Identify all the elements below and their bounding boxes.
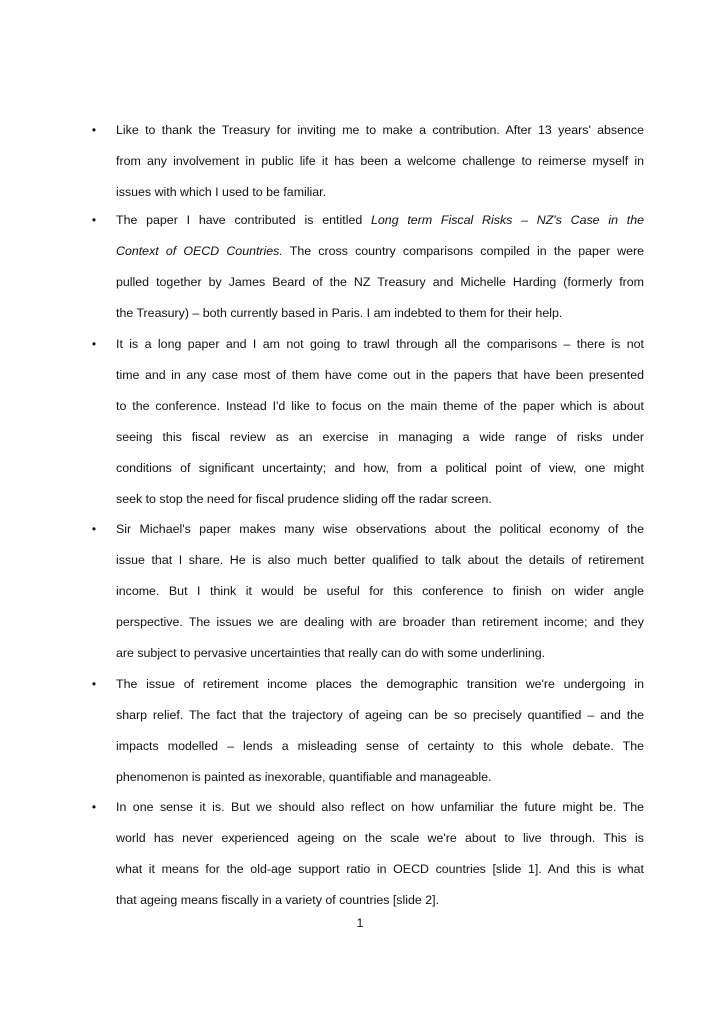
paragraph-line: sharp relief. The fact that the trajectory of ageing can be so precisely quantified – and the xyxy=(116,708,644,722)
paragraph-line: issues with which I used to be familiar. xyxy=(116,185,327,199)
paragraph-line: income. But I think it would be useful for this conference to finish on wider angle xyxy=(116,584,644,598)
paper-title-italic: Long term Fiscal Risks – NZ's Case in the xyxy=(371,213,644,227)
paragraph-line: to the conference. Instead I'd like to focus on the main theme of the paper which is about xyxy=(116,399,644,413)
paragraph-line: conditions of significant uncertainty; and how, from a political point of view, one might xyxy=(116,461,644,475)
bullet-icon: • xyxy=(91,123,97,137)
paragraph-line: seeing this fiscal review as an exercise in managing a wide range of risks under xyxy=(116,430,644,444)
paragraph-line: pulled together by James Beard of the NZ Treasury and Michelle Harding (formerly from xyxy=(116,275,644,289)
paragraph-line: from any involvement in public life it has been a welcome challenge to reimerse myself in xyxy=(116,154,644,168)
paper-title-italic: Context of OECD Countries. xyxy=(116,244,283,258)
paragraph-line: perspective. The issues we are dealing with are broader than retirement income; and they xyxy=(116,615,644,629)
paragraph-line: that ageing means fiscally in a variety of countries [slide 2]. xyxy=(116,893,440,907)
paragraph-line: In one sense it is. But we should also reflect on how unfamiliar the future might be. The xyxy=(116,800,644,814)
paragraph-line: The issue of retirement income places the demographic transition we're undergoing in xyxy=(116,677,644,691)
paragraph-line: are subject to pervasive uncertainties that really can do with some underlining. xyxy=(116,646,546,660)
paragraph-line: world has never experienced ageing on the scale we're about to live through. This is xyxy=(116,831,644,845)
page-number: 1 xyxy=(356,916,364,930)
paragraph-line: impacts modelled – lends a misleading sense of certainty to this whole debate. The xyxy=(116,739,644,753)
bullet-icon: • xyxy=(91,337,97,351)
paragraph-line xyxy=(116,212,644,228)
paragraph-line: the Treasury) – both currently based in Paris. I am indebted to them for their help. xyxy=(116,306,563,320)
paragraph-line: Sir Michael's paper makes many wise observations about the political economy of the xyxy=(116,522,644,536)
paragraph-line: It is a long paper and I am not going to trawl through all the comparisons – there is not xyxy=(116,337,644,351)
bullet-icon: • xyxy=(91,800,97,814)
paragraph-line: seek to stop the need for fiscal prudence sliding off the radar screen. xyxy=(116,492,492,506)
paragraph-text: The paper I have contributed is entitled xyxy=(116,213,372,227)
bullet-icon: • xyxy=(91,213,97,227)
paragraph-text: The cross country comparisons compiled in the paper were xyxy=(282,244,644,258)
paragraph-line: Like to thank the Treasury for inviting me to make a contribution. After 13 years' absence xyxy=(116,123,644,137)
bullet-icon: • xyxy=(91,522,97,536)
paragraph-line: issue that I share. He is also much better qualified to talk about the details of retirement xyxy=(116,553,644,567)
paragraph-line: phenomenon is painted as inexorable, quantifiable and manageable. xyxy=(116,770,492,784)
bullet-icon: • xyxy=(91,677,97,691)
paragraph-line xyxy=(116,243,644,259)
paragraph-line: time and in any case most of them have come out in the papers that have been presented xyxy=(116,368,644,382)
paragraph-line: what it means for the old-age support ratio in OECD countries [slide 1]. And this is what xyxy=(116,862,644,876)
